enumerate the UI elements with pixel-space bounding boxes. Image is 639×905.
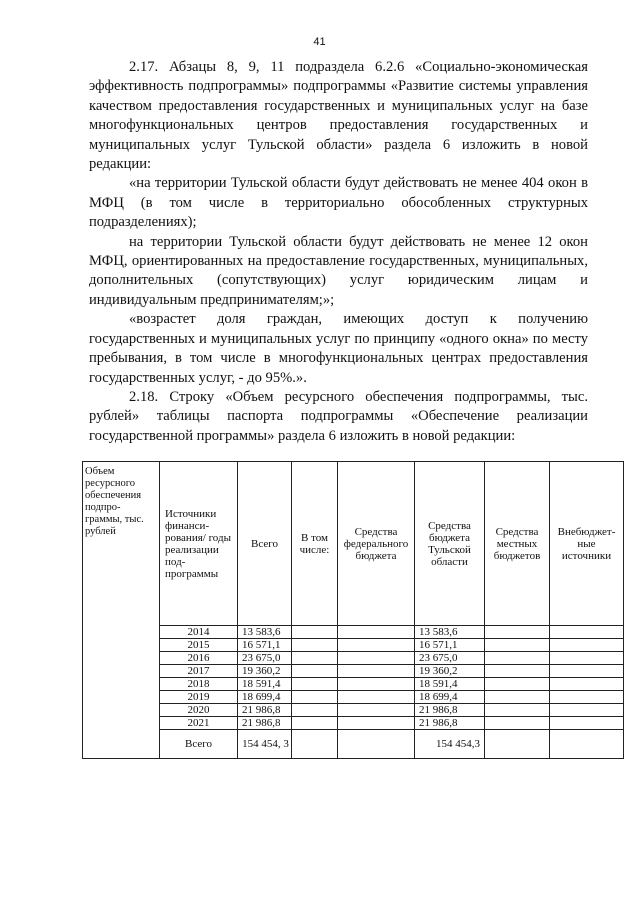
offbudget-cell	[550, 691, 624, 704]
table-total-row	[83, 730, 624, 759]
local-cell	[485, 730, 550, 759]
total-cell: 16 571,1	[238, 639, 292, 652]
table-row	[83, 691, 624, 704]
regional-cell: 16 571,1	[415, 639, 485, 652]
header-offbudget: Внебюджет-ные источники	[550, 462, 624, 626]
local-cell	[485, 639, 550, 652]
header-federal: Средства федерального бюджета	[338, 462, 415, 626]
regional-cell: 21 986,8	[415, 717, 485, 730]
including-cell	[292, 691, 338, 704]
header-local: Средства местных бюджетов	[485, 462, 550, 626]
regional-cell: 21 986,8	[415, 704, 485, 717]
resource-table-wrapper	[82, 461, 624, 759]
header-sources: Источники финанси-рования/ годы реализации под-программы	[160, 462, 238, 626]
total-cell: 23 675,0	[238, 652, 292, 665]
grand-total-cell: 154 454, 3	[238, 730, 292, 759]
offbudget-cell	[550, 626, 624, 639]
table-row	[83, 704, 624, 717]
regional-cell: 13 583,6	[415, 626, 485, 639]
table-row	[83, 652, 624, 665]
table-row	[83, 665, 624, 678]
federal-cell	[338, 678, 415, 691]
page-number: 41	[313, 36, 326, 48]
year-cell: 2020	[160, 704, 238, 717]
including-cell	[292, 652, 338, 665]
year-cell: 2018	[160, 678, 238, 691]
year-cell: 2019	[160, 691, 238, 704]
federal-cell	[338, 691, 415, 704]
table-row	[83, 717, 624, 730]
table-row	[83, 639, 624, 652]
local-cell	[485, 665, 550, 678]
federal-cell	[338, 652, 415, 665]
including-cell	[292, 665, 338, 678]
year-cell: 2015	[160, 639, 238, 652]
total-cell: 19 360,2	[238, 665, 292, 678]
year-cell: 2014	[160, 626, 238, 639]
header-total: Всего	[238, 462, 292, 626]
including-cell	[292, 730, 338, 759]
including-cell	[292, 626, 338, 639]
total-label-cell: Всего	[160, 730, 238, 759]
local-cell	[485, 704, 550, 717]
federal-cell	[338, 665, 415, 678]
federal-cell	[338, 626, 415, 639]
offbudget-cell	[550, 639, 624, 652]
total-cell: 18 699,4	[238, 691, 292, 704]
federal-cell	[338, 717, 415, 730]
regional-cell: 19 360,2	[415, 665, 485, 678]
local-cell	[485, 691, 550, 704]
paragraph-quote-95: «возрастет доля граждан, имеющих доступ к получению государственных и муниципальных услуг по принципу «одного окна» по месту пребывания, в том числе в многофункциональных центрах предоставления государственных услуг, - до 95%.».	[89, 311, 588, 386]
including-cell	[292, 678, 338, 691]
header-regional: Средства бюджета Тульской области	[415, 462, 485, 626]
regional-cell: 23 675,0	[415, 652, 485, 665]
total-cell: 18 591,4	[238, 678, 292, 691]
table-row	[83, 678, 624, 691]
regional-cell: 18 591,4	[415, 678, 485, 691]
including-cell	[292, 704, 338, 717]
offbudget-cell	[550, 678, 624, 691]
total-cell: 21 986,8	[238, 704, 292, 717]
local-cell	[485, 652, 550, 665]
year-cell: 2016	[160, 652, 238, 665]
paragraph-2-17: 2.17. Абзацы 8, 9, 11 подраздела 6.2.6 «Социально-экономическая эффективность подпрограммы» подпрограммы «Развитие системы управления качеством предоставления государственных и муниципальных услуг на базе многофункциональных центров предоставления государственных и муниципальных услуг Тульской области» раздела 6 изложить в новой редакции:	[89, 59, 588, 173]
total-cell: 13 583,6	[238, 626, 292, 639]
paragraph-quote-12: на территории Тульской области будут действовать не менее 12 окон МФЦ, ориентированных на предоставление государственных, муниципальных, дополнительных (сопутствующих) услуг юридическим лицам и индивидуальным предпринимателям;»;	[89, 233, 588, 308]
document-body	[89, 58, 588, 446]
paragraph-2-18: 2.18. Строку «Объем ресурсного обеспечения подпрограммы, тыс. рублей» таблицы паспорта подпрограммы «Обеспечение реализации государственной программы» раздела 6 изложить в новой редакции:	[89, 388, 588, 444]
year-cell: 2021	[160, 717, 238, 730]
offbudget-cell	[550, 665, 624, 678]
including-cell	[292, 717, 338, 730]
paragraph-quote-404: «на территории Тульской области будут действовать не менее 404 окон в МФЦ (в том числе в территориально обособленных структурных подразделениях);	[89, 175, 588, 231]
offbudget-cell	[550, 730, 624, 759]
table-row	[83, 626, 624, 639]
offbudget-cell	[550, 717, 624, 730]
including-cell	[292, 639, 338, 652]
federal-cell	[338, 639, 415, 652]
federal-cell	[338, 704, 415, 717]
year-cell: 2017	[160, 665, 238, 678]
local-cell	[485, 626, 550, 639]
federal-cell	[338, 730, 415, 759]
row-label-cell: Объем ресурсного обеспечения подпро-граммы, тыс. рублей	[83, 462, 160, 759]
table-header-row	[83, 462, 624, 626]
offbudget-cell	[550, 704, 624, 717]
regional-total-cell: 154 454,3	[415, 730, 485, 759]
offbudget-cell	[550, 652, 624, 665]
local-cell	[485, 678, 550, 691]
local-cell	[485, 717, 550, 730]
total-cell: 21 986,8	[238, 717, 292, 730]
resource-table	[82, 461, 624, 759]
header-including: В том числе:	[292, 462, 338, 626]
regional-cell: 18 699,4	[415, 691, 485, 704]
